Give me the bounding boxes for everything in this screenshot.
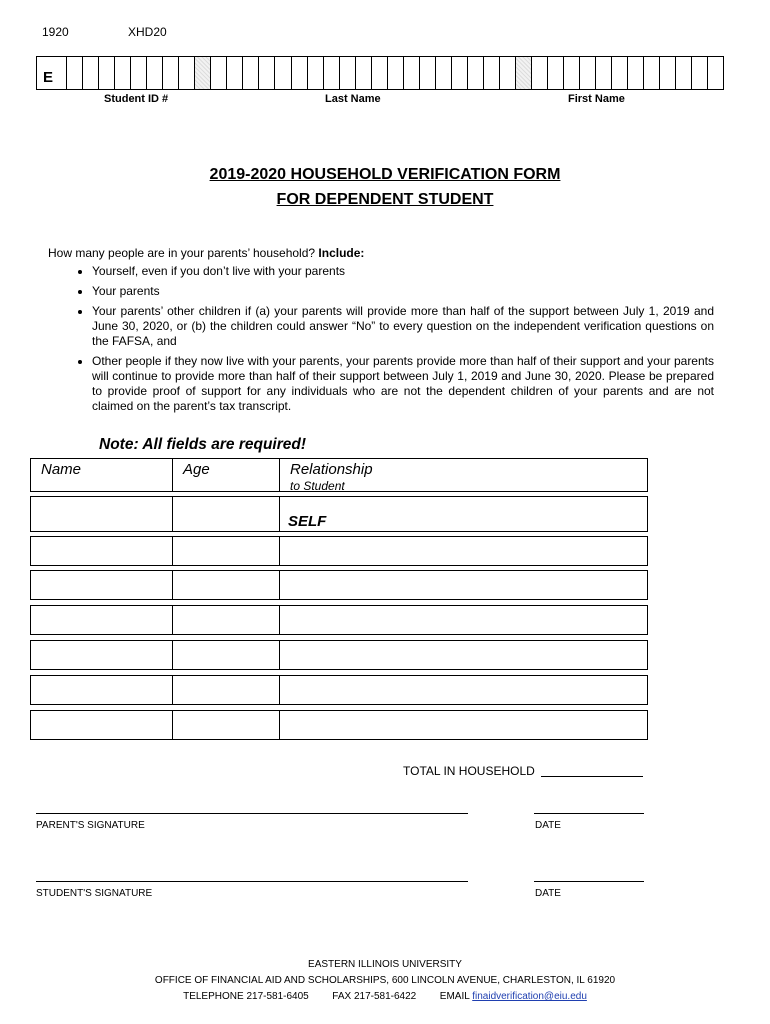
name-header: Name xyxy=(31,459,173,491)
last-name-box[interactable] xyxy=(484,57,500,89)
name-field[interactable] xyxy=(31,641,173,669)
parent-signature-line[interactable] xyxy=(36,813,468,814)
form-code-left: 1920 xyxy=(42,25,69,39)
parent-date-label: DATE xyxy=(535,820,561,831)
first-name-box[interactable] xyxy=(676,57,692,89)
last-name-box[interactable] xyxy=(420,57,436,89)
footer-email-label: EMAIL xyxy=(439,991,470,1002)
relationship-field[interactable] xyxy=(280,606,647,634)
last-name-box[interactable] xyxy=(436,57,452,89)
last-name-box[interactable] xyxy=(292,57,308,89)
name-field[interactable] xyxy=(31,676,173,704)
age-header: Age xyxy=(173,459,280,491)
last-name-box[interactable] xyxy=(452,57,468,89)
last-name-box[interactable] xyxy=(372,57,388,89)
parent-date-line[interactable] xyxy=(534,813,644,814)
id-box[interactable] xyxy=(147,57,163,89)
last-name-box[interactable] xyxy=(356,57,372,89)
form-code-right: XHD20 xyxy=(128,25,167,39)
name-field[interactable] xyxy=(31,571,173,599)
student-id-name-boxes[interactable] xyxy=(36,56,724,90)
parent-signature-label: PARENT'S SIGNATURE xyxy=(36,820,145,831)
required-note: Note: All fields are required! xyxy=(99,436,306,453)
last-name-box[interactable] xyxy=(211,57,227,89)
first-name-box[interactable] xyxy=(644,57,660,89)
list-item: • Yourself, even if you don’t live with your parents xyxy=(92,264,714,279)
last-name-box[interactable] xyxy=(340,57,356,89)
separator-box xyxy=(195,57,211,89)
last-name-box[interactable] xyxy=(259,57,275,89)
id-box[interactable] xyxy=(83,57,99,89)
first-name-box[interactable] xyxy=(708,57,723,89)
last-name-box[interactable] xyxy=(404,57,420,89)
first-name-box[interactable] xyxy=(532,57,548,89)
student-signature-label: STUDENT'S SIGNATURE xyxy=(36,888,153,899)
name-field[interactable] xyxy=(31,537,173,565)
name-field[interactable] xyxy=(31,497,173,531)
table-row-self xyxy=(30,496,648,532)
footer-fax: FAX 217-581-6422 xyxy=(332,991,417,1002)
last-name-box[interactable] xyxy=(308,57,324,89)
id-box[interactable] xyxy=(131,57,147,89)
first-name-label: First Name xyxy=(568,93,625,105)
relationship-field[interactable] xyxy=(280,711,647,739)
id-box[interactable] xyxy=(163,57,179,89)
separator-box xyxy=(516,57,532,89)
form-title: 2019-2020 HOUSEHOLD VERIFICATION FORM xyxy=(209,166,561,183)
age-field[interactable] xyxy=(173,606,280,634)
relationship-field[interactable] xyxy=(280,676,647,704)
include-list xyxy=(50,264,714,419)
age-field[interactable] xyxy=(173,676,280,704)
list-item: • Other people if they now live with your parents, your parents provide more than half of their support and your parents will continue to provide more than half of their support between July 1, 2019 and June 30, 2020. Please be prepared to provide proof of support for any individuals who are not the dependent children of your parents and are not claimed on the parent’s tax transcript. xyxy=(92,354,714,414)
last-name-box[interactable] xyxy=(227,57,243,89)
first-name-box[interactable] xyxy=(628,57,644,89)
list-item: • Your parents xyxy=(92,284,714,299)
table-row xyxy=(30,536,648,566)
first-name-box[interactable] xyxy=(564,57,580,89)
table-row xyxy=(30,710,648,740)
relationship-header-label: Relationship xyxy=(290,461,373,478)
table-row xyxy=(30,675,648,705)
household-question xyxy=(48,246,364,260)
first-name-box[interactable] xyxy=(660,57,676,89)
first-name-box[interactable] xyxy=(612,57,628,89)
first-name-box[interactable] xyxy=(548,57,564,89)
form-subtitle: FOR DEPENDENT STUDENT xyxy=(276,191,494,208)
age-field[interactable] xyxy=(173,571,280,599)
name-field[interactable] xyxy=(31,711,173,739)
student-signature-line[interactable] xyxy=(36,881,468,882)
footer-university: EASTERN ILLINOIS UNIVERSITY xyxy=(308,959,462,970)
first-name-box[interactable] xyxy=(580,57,596,89)
id-prefix: E xyxy=(37,57,67,89)
table-row xyxy=(30,640,648,670)
total-field[interactable] xyxy=(541,776,643,777)
footer-email-link[interactable]: finaidverification@eiu.edu xyxy=(472,991,587,1002)
last-name-box[interactable] xyxy=(275,57,291,89)
name-field[interactable] xyxy=(31,606,173,634)
student-id-label: Student ID # xyxy=(104,93,169,105)
relationship-field[interactable] xyxy=(280,571,647,599)
last-name-box[interactable] xyxy=(243,57,259,89)
table-header xyxy=(30,458,648,492)
student-date-line[interactable] xyxy=(534,881,644,882)
id-box[interactable] xyxy=(99,57,115,89)
relationship-field[interactable] xyxy=(280,641,647,669)
footer-contact xyxy=(0,989,770,1005)
last-name-box[interactable] xyxy=(388,57,404,89)
id-box[interactable] xyxy=(179,57,195,89)
id-box[interactable] xyxy=(115,57,131,89)
relationship-self: SELF xyxy=(288,513,327,530)
last-name-label: Last Name xyxy=(325,93,381,105)
include-label: Include: xyxy=(318,246,365,260)
footer-telephone: TELEPHONE 217-581-6405 xyxy=(183,991,309,1002)
age-field[interactable] xyxy=(173,497,280,531)
total-label: TOTAL IN HOUSEHOLD xyxy=(403,764,535,778)
list-item: • Your parents’ other children if (a) your parents will provide more than half of the support between July 1, 2019 and June 30, 2020, or (b) the children could answer “No” to every question on the independent verification questions on the FAFSA, and xyxy=(92,304,714,349)
table-row xyxy=(30,605,648,635)
age-field[interactable] xyxy=(173,641,280,669)
last-name-box[interactable] xyxy=(324,57,340,89)
age-field[interactable] xyxy=(173,537,280,565)
age-field[interactable] xyxy=(173,711,280,739)
first-name-box[interactable] xyxy=(596,57,612,89)
relationship-field[interactable] xyxy=(280,537,647,565)
last-name-box[interactable] xyxy=(468,57,484,89)
relationship-subheader: to Student xyxy=(290,479,345,493)
first-name-box[interactable] xyxy=(692,57,708,89)
student-date-label: DATE xyxy=(535,888,561,899)
footer-address: OFFICE OF FINANCIAL AID AND SCHOLARSHIPS, 600 LINCOLN AVENUE, CHARLESTON, IL 61920 xyxy=(154,975,616,986)
question-text: How many people are in your parents’ household? xyxy=(48,246,316,260)
table-row xyxy=(30,570,648,600)
relationship-header xyxy=(280,459,647,491)
last-name-box[interactable] xyxy=(500,57,516,89)
id-box[interactable] xyxy=(67,57,83,89)
